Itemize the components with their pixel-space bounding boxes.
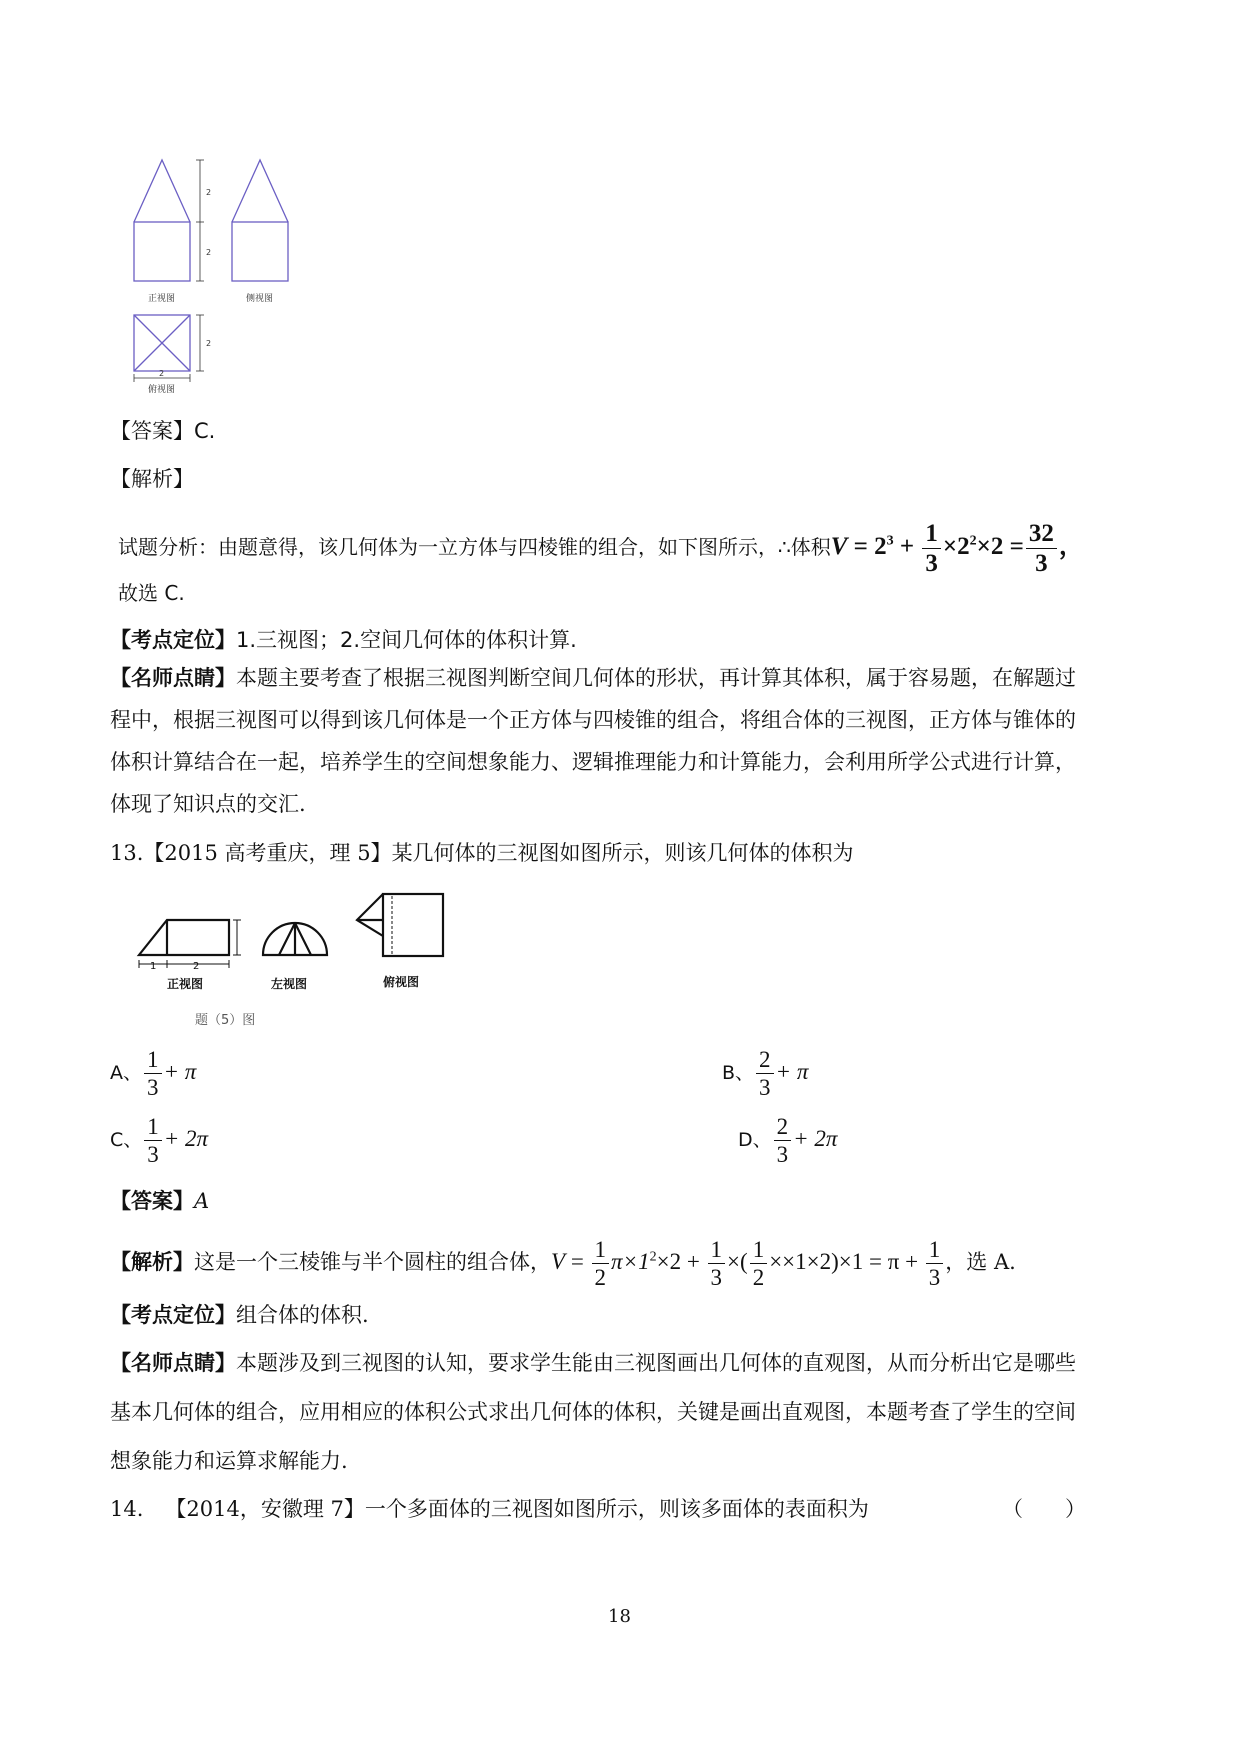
dim-label: 2 xyxy=(206,339,212,348)
q12-knowledge-point xyxy=(110,625,577,655)
dim-label: 2 xyxy=(159,369,165,378)
question-stem: 某几何体的三视图如图所示，则该几何体的体积为 xyxy=(391,841,854,865)
option-a[interactable] xyxy=(110,1048,196,1099)
choose-text: ，选 A. xyxy=(945,1249,1016,1274)
page-number: 18 xyxy=(608,1606,631,1627)
option-b[interactable] xyxy=(722,1048,808,1099)
formula-fraction xyxy=(926,1238,944,1289)
formula-part: ×2 xyxy=(942,533,970,561)
fraction-den: 3 xyxy=(759,1075,771,1100)
q12-answer xyxy=(110,416,215,446)
formula-part: ×( xyxy=(727,1248,748,1274)
formula-v: V xyxy=(830,533,848,561)
question-number: 13. xyxy=(110,841,144,865)
q12-teacher-line xyxy=(110,663,1076,693)
volume-formula xyxy=(830,520,1084,577)
side-view-label: 侧视图 xyxy=(246,294,274,304)
option-fraction xyxy=(774,1115,792,1166)
option-letter: C、 xyxy=(110,1128,143,1151)
q12-teacher-line: 程中，根据三视图可以得到该几何体是一个正方体与四棱锥的组合，将组合体的三视图，正方体与锥体的 xyxy=(110,708,1076,732)
answer-value: A xyxy=(194,1189,210,1213)
kp-text: 组合体的体积. xyxy=(236,1303,369,1327)
answer-parentheses[interactable]: （ ） xyxy=(1002,1497,1086,1521)
question-number: 14. xyxy=(110,1497,144,1521)
formula-power: 2 xyxy=(969,533,977,549)
fraction-num: 1 xyxy=(922,521,941,549)
fraction-den: 3 xyxy=(925,550,938,577)
fraction-num: 1 xyxy=(592,1238,610,1264)
answer-tag: 【答案】 xyxy=(110,1188,194,1213)
fraction-den: 3 xyxy=(928,1265,941,1290)
option-fraction xyxy=(144,1048,162,1099)
fraction-num: 1 xyxy=(144,1115,162,1141)
fraction-den: 3 xyxy=(776,1142,789,1167)
fraction-den: 3 xyxy=(147,1142,159,1167)
dim-label: 1 xyxy=(150,961,157,972)
teacher-tag: 【名师点睛】 xyxy=(110,665,236,690)
formula-part: = 2 xyxy=(847,533,887,561)
fraction-den: 2 xyxy=(752,1265,765,1290)
answer-value: C. xyxy=(194,419,216,443)
formula-fraction xyxy=(708,1238,726,1289)
fraction-num: 1 xyxy=(750,1238,768,1264)
left-view-label: 左视图 xyxy=(271,977,308,991)
q12-teacher-line: 体现了知识点的交汇. xyxy=(110,792,306,816)
formula-part: π×1 xyxy=(611,1248,650,1274)
formula-part: ×2 = xyxy=(976,533,1024,561)
formula-fraction xyxy=(592,1238,610,1289)
formula-part: ， xyxy=(1058,533,1084,561)
fraction-den: 2 xyxy=(594,1265,607,1290)
q13-analysis xyxy=(110,1238,1016,1289)
volume-formula xyxy=(551,1237,945,1290)
q13-answer xyxy=(110,1186,209,1216)
dim-label: 2 xyxy=(193,961,200,972)
formula-power: 2 xyxy=(649,1249,657,1265)
q13-teacher-line: 基本几何体的组合，应用相应的体积公式求出几何体的体积，关键是画出直观图，本题考查了学生的空间 xyxy=(110,1400,1076,1424)
fraction-den: 3 xyxy=(1035,550,1048,577)
top-view-label: 俯视图 xyxy=(148,385,176,395)
teacher-text: 本题主要考查了根据三视图判断空间几何体的形状，再计算其体积，属于容易题，在解题过 xyxy=(236,666,1076,690)
question-source: 【2015 高考重庆，理 5】 xyxy=(143,841,392,865)
teacher-text: 本题涉及到三视图的认知，要求学生能由三视图画出几何体的直观图，从而分析出它是哪些 xyxy=(236,1351,1076,1375)
q12-conclusion: 故选 C. xyxy=(118,581,185,605)
fraction-num: 1 xyxy=(708,1238,726,1264)
option-letter: A、 xyxy=(110,1061,142,1084)
fraction-num: 1 xyxy=(926,1238,944,1264)
question-stem: 一个多面体的三视图如图所示，则该多面体的表面积为 xyxy=(364,1497,869,1521)
q13-teacher-line: 想象能力和运算求解能力. xyxy=(110,1449,348,1473)
dim-label: 2 xyxy=(206,248,212,257)
kp-text: 1.三视图；2.空间几何体的体积计算. xyxy=(236,628,577,652)
q13-stem xyxy=(110,838,854,868)
q13-teacher-line xyxy=(110,1348,1076,1378)
option-letter: D、 xyxy=(738,1128,772,1151)
q13-knowledge-point xyxy=(110,1300,369,1330)
option-tail: + 2π xyxy=(163,1125,209,1151)
question-source: 【2014，安徽理 7】 xyxy=(165,1497,365,1521)
front-view-label: 正视图 xyxy=(148,294,176,304)
formula-power: 3 xyxy=(886,533,894,549)
fraction-num: 2 xyxy=(756,1048,774,1074)
q14-stem xyxy=(110,1494,869,1524)
analysis-tag: 【解析】 xyxy=(110,1248,194,1274)
formula-fraction xyxy=(750,1238,768,1289)
q12-teacher-line: 体积计算结合在一起，培养学生的空间想象能力、逻辑推理能力和计算能力，会利用所学公式进行计算， xyxy=(110,750,1076,774)
formula-fraction xyxy=(1026,521,1057,576)
figure-three-views-2 xyxy=(125,880,465,1030)
answer-tag: 【答案】 xyxy=(110,419,194,443)
option-tail: + 2π xyxy=(793,1125,838,1151)
option-tail: + π xyxy=(775,1058,809,1084)
analysis-text: 试题分析：由题意得，该几何体为一立方体与四棱锥的组合，如下图所示，∴体积 xyxy=(118,535,831,560)
q12-analysis-line xyxy=(118,521,1084,576)
kp-tag: 【考点定位】 xyxy=(110,627,236,652)
formula-part: = xyxy=(565,1248,590,1274)
formula-part: ××1×2)×1 = π + xyxy=(769,1248,924,1274)
option-fraction xyxy=(144,1115,162,1166)
kp-tag: 【考点定位】 xyxy=(110,1302,236,1327)
option-d[interactable] xyxy=(738,1115,837,1166)
formula-part: ×2 + xyxy=(656,1248,706,1274)
fraction-den: 3 xyxy=(147,1075,159,1100)
dim-label: 2 xyxy=(206,188,212,197)
option-letter: B、 xyxy=(722,1061,755,1084)
front-view-label: 正视图 xyxy=(167,977,204,991)
fraction-den: 3 xyxy=(710,1265,723,1290)
teacher-tag: 【名师点睛】 xyxy=(110,1350,236,1375)
top-view-label: 俯视图 xyxy=(383,975,420,989)
analysis-text: 这是一个三棱锥与半个圆柱的组合体， xyxy=(194,1249,551,1274)
q12-analysis-tag: 【解析】 xyxy=(110,467,194,491)
figure-three-views-1 xyxy=(118,150,318,410)
formula-fraction xyxy=(922,521,941,576)
formula-part: + xyxy=(893,533,921,561)
option-tail: + π xyxy=(163,1058,197,1084)
formula-v: V xyxy=(551,1248,566,1274)
option-c[interactable] xyxy=(110,1115,208,1166)
fraction-num: 1 xyxy=(144,1048,162,1074)
option-fraction xyxy=(756,1048,774,1099)
fraction-num: 32 xyxy=(1026,521,1057,549)
fraction-num: 2 xyxy=(774,1115,792,1141)
figure-caption: 题（5）图 xyxy=(195,1013,256,1028)
